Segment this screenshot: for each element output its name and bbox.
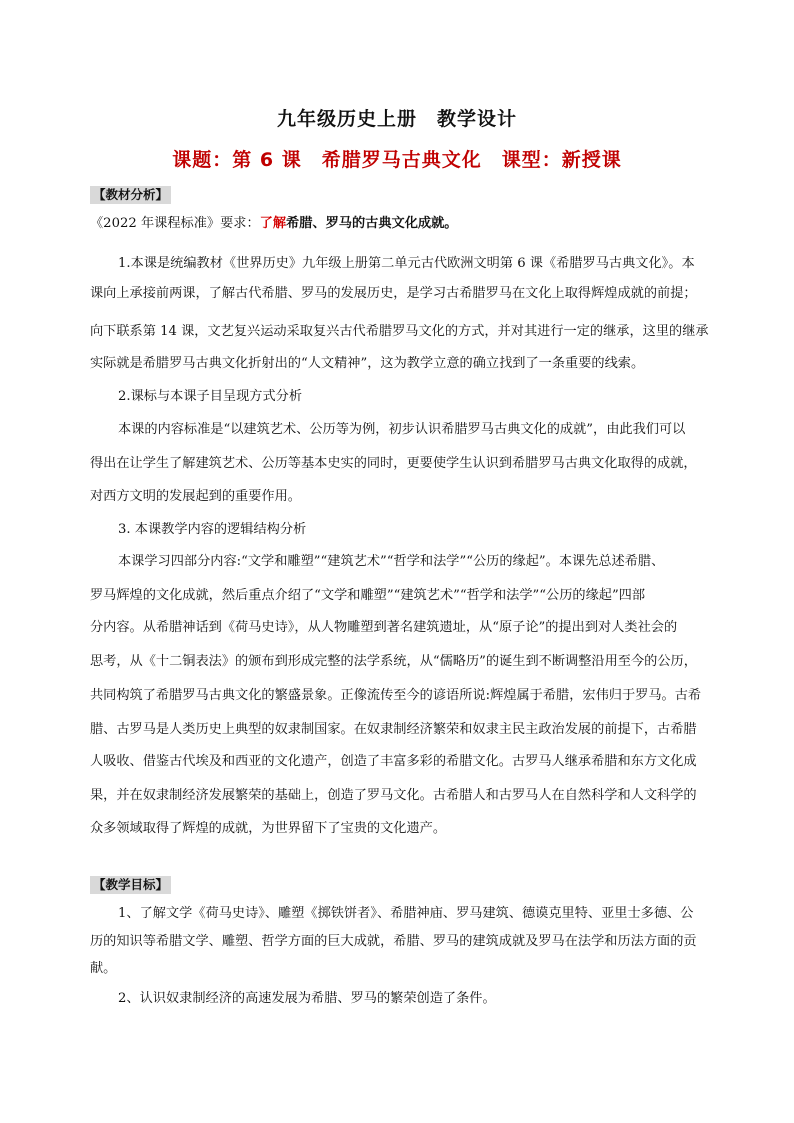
standard-highlight: 了解: [259, 216, 287, 231]
subheading-3: 3. 本课教学内容的逻辑结构分析: [118, 522, 307, 537]
paragraph-line: 实际就是希腊罗马古典文化折射出的“人文精神”，这为教学立意的确立找到了一条重要的线索。: [90, 356, 645, 371]
goal-line: 献。: [90, 961, 117, 976]
standard-prefix: 《2022 年课程标准》要求：: [90, 216, 260, 231]
goal-line: 2、认识奴隶制经济的高速发展为希腊、罗马的繁荣创造了条件。: [118, 991, 496, 1006]
standard-rest: 希腊、罗马的古典文化成就。: [286, 216, 458, 231]
paragraph-line: 向下联系第 14 课，文艺复兴运动采取复兴古代希腊罗马文化的方式，并对其进行一定的继承，这里的继承: [90, 324, 709, 339]
paragraph-line: 共同构筑了希腊罗马古典文化的繁盛景象。正像流传至今的谚语所说:辉煌属于希腊，宏伟归于罗马。古希: [90, 688, 702, 703]
goal-line: 历的知识等希腊文学、雕塑、哲学方面的巨大成就，希腊、罗马的建筑成就及罗马在法学和历法方面的贡: [90, 934, 697, 949]
document-title: 九年级历史上册 教学设计: [276, 108, 517, 130]
paragraph-line: 课向上承接前两课，了解古代希腊、罗马的发展历史，是学习古希腊罗马在文化上取得辉煌成就的前提；: [90, 286, 697, 301]
lesson-subtitle: 课题：第 6 课 希腊罗马古典文化 课型：新授课: [172, 149, 622, 171]
section-label-goals: 【教学目标】: [90, 876, 171, 894]
goal-line: 1、了解文学《荷马史诗》、雕塑《掷铁饼者》、希腊神庙、罗马建筑、德谟克里特、亚里士多德、公: [118, 906, 694, 921]
paragraph-line: 果，并在奴隶制经济发展繁荣的基础上，创造了罗马文化。古希腊人和古罗马人在自然科学和人文科学的: [90, 788, 697, 803]
paragraph-line: 本课学习四部分内容:“文学和雕塑”“建筑艺术”“哲学和法学”“公历的缘起”。本课先总述希腊、: [118, 554, 665, 569]
paragraph-line: 本课的内容标准是“以建筑艺术、公历等为例，初步认识希腊罗马古典文化的成就”，由此我们可以: [118, 422, 686, 437]
paragraph-line: 罗马辉煌的文化成就，然后重点介绍了“文学和雕塑”“建筑艺术”“哲学和法学”“公历的缘起”四部: [90, 588, 646, 603]
paragraph-line: 1.本课是统编教材《世界历史》九年级上册第二单元古代欧洲文明第 6 课《希腊罗马古典文化》。本: [118, 256, 695, 271]
paragraph-line: 众多领域取得了辉煌的成就，为世界留下了宝贵的文化遗产。: [90, 821, 447, 836]
curriculum-standard-line: [90, 212, 457, 231]
subheading-2: 2.课标与本课子目呈现方式分析: [118, 389, 303, 404]
paragraph-line: 得出在让学生了解建筑艺术、公历等基本史实的同时，更要使学生认识到希腊罗马古典文化取得的成就，: [90, 456, 697, 471]
paragraph-line: 人吸收、借鉴古代埃及和西亚的文化遗产，创造了丰富多彩的希腊文化。古罗马人继承希腊和东方文化成: [90, 754, 697, 769]
paragraph-line: 分内容。从希腊神话到《荷马史诗》，从人物雕塑到著名建筑遗址，从“原子论”的提出到对人类社会的: [90, 620, 678, 635]
paragraph-line: 思考，从《十二铜表法》的颁布到形成完整的法学系统，从“儒略历”的诞生到不断调整沿用至今的公历，: [90, 654, 697, 669]
paragraph-line: 对西方文明的发展起到的重要作用。: [90, 489, 301, 504]
section-label-analysis: 【教材分析】: [90, 186, 171, 204]
paragraph-line: 腊、古罗马是人类历史上典型的奴隶制国家。在奴隶制经济繁荣和奴隶主民主政治发展的前提下，古希腊: [90, 722, 697, 737]
